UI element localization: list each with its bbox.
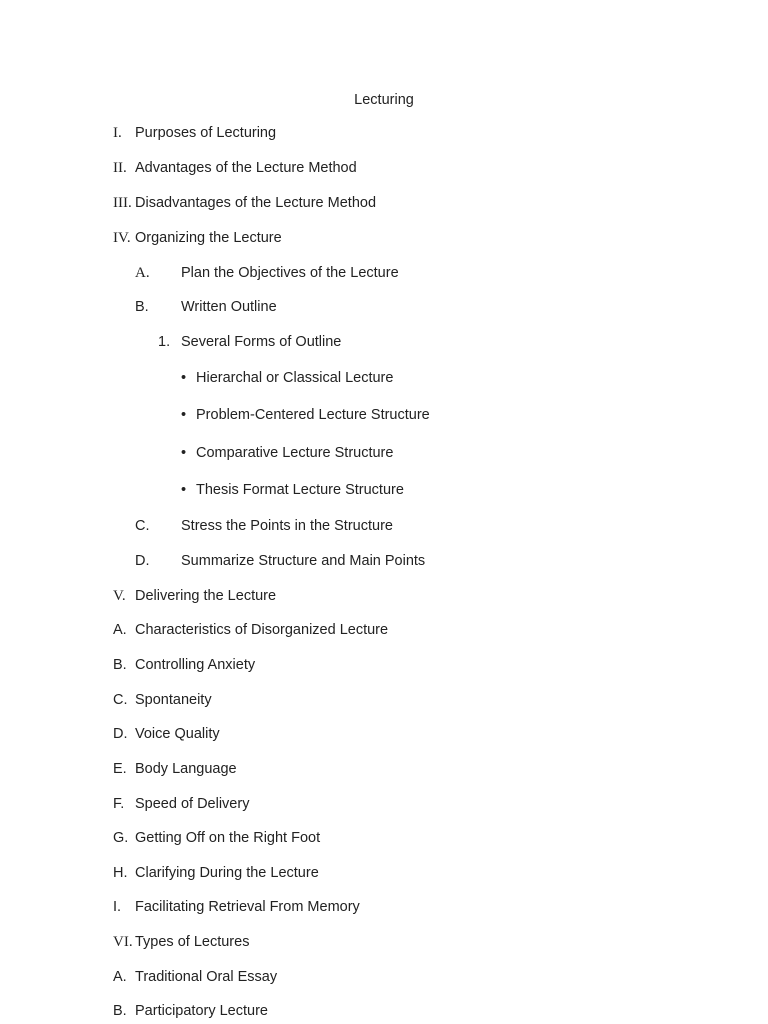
item-text: Clarifying During the Lecture	[135, 865, 319, 881]
item-text: Advantages of the Lecture Method	[135, 160, 357, 176]
item-text: Problem-Centered Lecture Structure	[196, 407, 430, 423]
item-marker: H.	[113, 865, 128, 881]
item-marker: F.	[113, 796, 125, 812]
item-text: Purposes of Lecturing	[135, 125, 277, 141]
item-marker: B.	[135, 299, 149, 315]
item-marker: A.	[113, 969, 127, 985]
item-marker: A.	[113, 622, 127, 638]
item-marker: I.	[113, 899, 122, 915]
item-text: Delivering the Lecture	[135, 588, 277, 604]
item-text: Stress the Points in the Structure	[181, 518, 393, 534]
item-text: Summarize Structure and Main Points	[181, 553, 426, 569]
item-text: Speed of Delivery	[135, 796, 250, 812]
item-text: Voice Quality	[135, 726, 220, 742]
item-text: Written Outline	[181, 299, 277, 315]
item-text: Hierarchal or Classical Lecture	[196, 370, 394, 386]
bullet-icon: •	[181, 370, 187, 386]
item-marker: D.	[113, 726, 128, 742]
item-marker: 1.	[158, 334, 171, 350]
item-text: Organizing the Lecture	[135, 230, 282, 246]
item-text: Controlling Anxiety	[135, 657, 256, 673]
item-text: Facilitating Retrieval From Memory	[135, 899, 360, 915]
item-text: Traditional Oral Essay	[135, 969, 278, 985]
item-marker: II.	[113, 160, 127, 176]
item-text: Characteristics of Disorganized Lecture	[135, 622, 389, 638]
item-marker: V.	[113, 588, 126, 604]
item-marker: C.	[135, 518, 150, 534]
item-text: Getting Off on the Right Foot	[135, 830, 321, 846]
item-text: Disadvantages of the Lecture Method	[135, 195, 377, 211]
bullet-icon: •	[181, 445, 187, 461]
item-text: Body Language	[135, 761, 237, 777]
item-text: Several Forms of Outline	[181, 334, 342, 350]
item-text: Spontaneity	[135, 692, 212, 708]
item-marker: III.	[113, 195, 132, 211]
item-marker: B.	[113, 1003, 127, 1019]
bullet-icon: •	[181, 482, 187, 498]
item-marker: C.	[113, 692, 128, 708]
item-marker: I.	[113, 125, 122, 141]
item-text: Comparative Lecture Structure	[196, 445, 394, 461]
item-text: Thesis Format Lecture Structure	[196, 482, 404, 498]
item-marker: VI.	[113, 934, 133, 950]
item-marker: B.	[113, 657, 127, 673]
item-text: Plan the Objectives of the Lecture	[181, 265, 399, 281]
item-text: Participatory Lecture	[135, 1003, 268, 1019]
item-marker: E.	[113, 761, 127, 777]
document-title: Lecturing	[354, 92, 414, 108]
bullet-icon: •	[181, 407, 187, 423]
item-marker: G.	[113, 830, 129, 846]
item-text: Types of Lectures	[135, 934, 250, 950]
item-marker: A.	[135, 265, 150, 281]
item-marker: IV.	[113, 230, 131, 246]
item-marker: D.	[135, 553, 150, 569]
